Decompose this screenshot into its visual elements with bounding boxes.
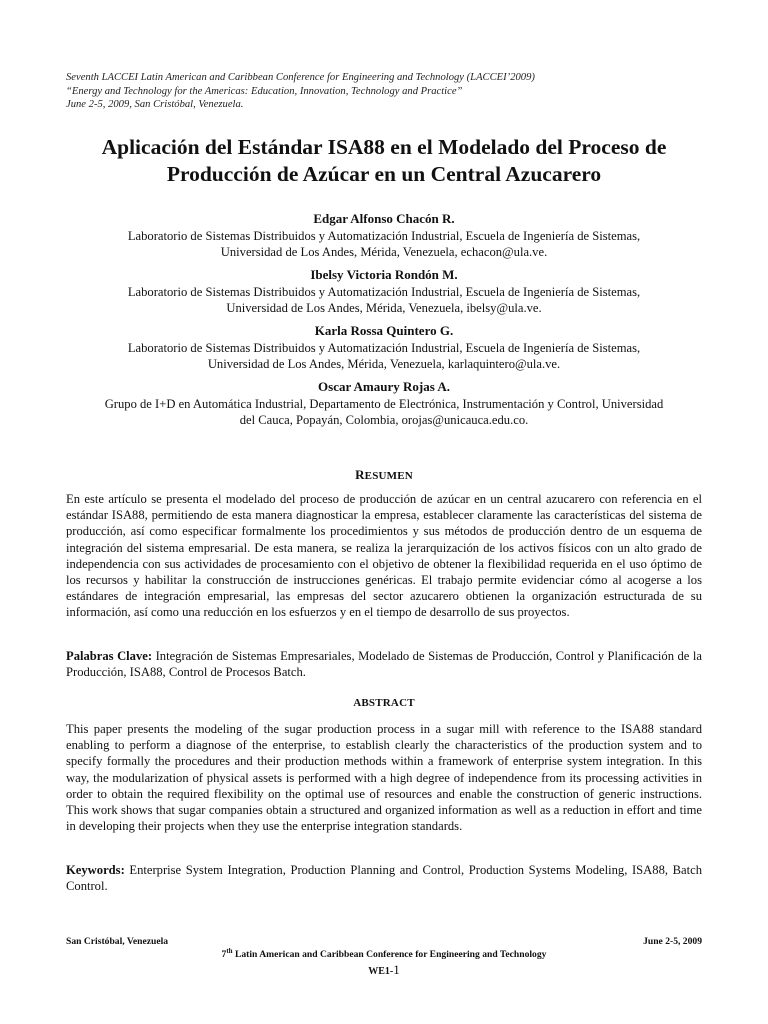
author-block [40,322,728,372]
author-name: Edgar Alfonso Chacón R. [313,211,455,226]
header-line-1: Seventh LACCEI Latin American and Caribbean Conference for Engineering and Technology (LACCEI’2009) [66,72,535,83]
footer-conf-number: 7 [221,949,227,961]
author-name: Ibelsy Victoria Rondón M. [310,267,458,282]
author-name: Oscar Amaury Rojas A. [318,379,450,394]
header-line-2: “Energy and Technology for the Americas: Education, Innovation, Technology and Practice” [66,85,463,97]
author-affiliation: Laboratorio de Sistemas Distribuidos y Automatización Industrial, Escuela de Ingeniería de Sistemas, [127,341,641,355]
page-number-value: 1 [393,962,400,977]
page-number-prefix: WE1- [368,966,394,977]
conference-header [66,71,706,112]
author-affiliation: Universidad de Los Andes, Mérida, Venezuela, ibelsy@ula.ve. [226,301,542,315]
resumen-body: En este artículo se presenta el modelado del proceso de producción de azúcar en un central azucarero con referencia en el estándar ISA88, permitiendo de esta manera diagnosticar la empresa, establecer claramente las características del sistema de producción, así como especificar formalmente los procedimientos y sus métodos de producción dentro de un esquema de integración del sistema empresarial. De esta manera, se realiza la jerarquización de los activos físicos con un alto grado de independencia con sus actividades de procesamiento con el objetivo de obtener la flexibilidad requerida en el uso óptimo de los recursos y habilitar la construcción de instrucciones genéricas. El trabajo permite evidenciar cómo al acogerse a los estándares de integración empresarial, las empresas del sector azucarero obtienen la organización estructurada de su información, así como una reducción en los esfuerzos y en el tiempo de desarrollo de sus proyectos. [66,492,702,620]
header-line-3: June 2-5, 2009, San Cristóbal, Venezuela. [66,99,244,111]
author-name: Karla Rossa Quintero G. [314,323,454,338]
abstract-heading-initial: A [353,697,362,709]
author-list [40,210,728,434]
paper-title [40,134,728,188]
author-block [40,266,728,316]
resumen-keywords [66,648,702,680]
author-affiliation: Grupo de I+D en Automática Industrial, Departamento de Electrónica, Instrumentación y Control, Universidad [104,397,664,411]
resumen-heading-rest: ESUMEN [364,470,413,482]
author-affiliation: Laboratorio de Sistemas Distribuidos y Automatización Industrial, Escuela de Ingeniería de Sistemas, [127,285,641,299]
keywords-text: Integración de Sistemas Empresariales, Modelado de Sistemas de Producción, Control y Planificación de la Producción, ISA88, Control de Procesos Batch. [66,649,702,680]
author-affiliation: Laboratorio de Sistemas Distribuidos y Automatización Industrial, Escuela de Ingeniería de Sistemas, [127,229,641,243]
abstract-keywords [66,862,702,894]
author-affiliation: del Cauca, Popayán, Colombia, orojas@unicauca.edu.co. [239,413,529,427]
page-number [0,962,768,978]
footer-location: San Cristóbal, Venezuela [66,936,169,947]
abstract-body: This paper presents the modeling of the sugar production process in a sugar mill with reference to the ISA88 standard enabling to perform a diagnose of the enterprise, to establish clearly the characteristics of the production system and to specify formally the procedures and their production methods within a framework of enterprise system integration. In this way, the modularization of physical assets is performed with a high degree of independence from its processing activities in order to obtain the required flexibility on the optimal use of resources and enable the construction of generic instructions. This work shows that sugar companies obtain a structured and organized information as well as a reduction in effort and time in developing their projects when they use the enterprise integration standards. [66,722,702,834]
footer-conf-ordinal: th [226,947,233,955]
author-affiliation: Universidad de Los Andes, Mérida, Venezuela, karlaquintero@ula.ve. [207,357,561,371]
abstract-heading [66,697,702,709]
author-affiliation: Universidad de Los Andes, Mérida, Venezuela, echacon@ula.ve. [220,245,548,259]
footer-conference [0,947,768,960]
author-block [40,378,728,428]
keywords-text: Enterprise System Integration, Production Planning and Control, Production Systems Modeling, ISA88, Batch Control. [66,863,702,894]
footer-date: June 2-5, 2009 [643,936,702,947]
abstract-heading-rest: BSTRACT [361,697,415,709]
resumen-heading [66,467,702,483]
author-block [40,210,728,260]
keywords-label: Keywords: [66,863,125,877]
keywords-label: Palabras Clave: [66,649,153,663]
resumen-heading-initial: R [355,467,365,482]
footer-conf-text: Latin American and Caribbean Conference for Engineering and Technology [232,949,547,961]
title-line-2: Producción de Azúcar en un Central Azucarero [166,162,602,186]
title-line-1: Aplicación del Estándar ISA88 en el Modelado del Proceso de [101,135,667,159]
